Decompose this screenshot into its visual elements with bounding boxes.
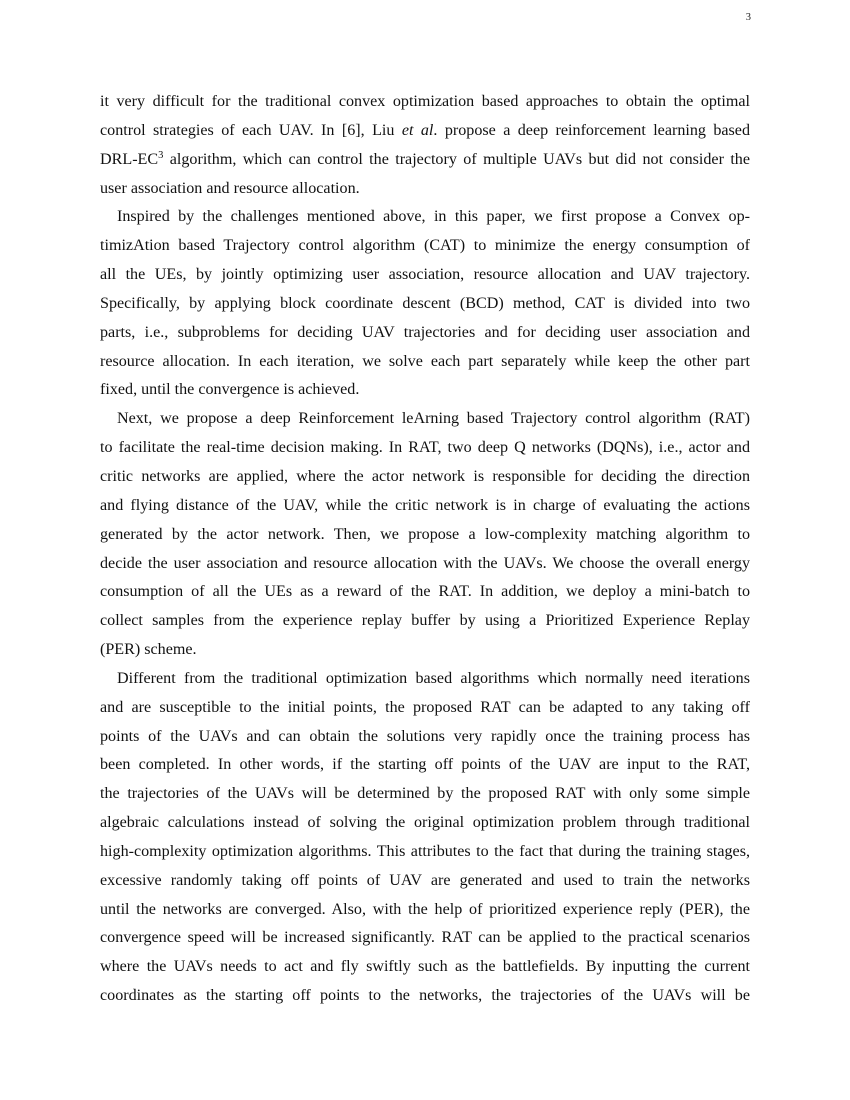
text-line: timizAtion based Trajectory control algorithm (CAT) to minimize the energy consumption of bbox=[100, 237, 750, 255]
text-line: Inspired by the challenges mentioned above, in this paper, we first propose a Convex op- bbox=[117, 208, 750, 226]
paragraph-cat bbox=[100, 203, 750, 405]
text-line: convergence speed will be increased significantly. RAT can be applied to the practical scenarios bbox=[100, 929, 750, 947]
text-line: Different from the traditional optimization based algorithms which normally need iterations bbox=[117, 669, 750, 687]
text-line: collect samples from the experience replay buffer by using a Prioritized Experience Replay bbox=[100, 612, 750, 630]
text-line: decide the user association and resource allocation with the UAVs. We choose the overall energy bbox=[100, 554, 750, 572]
text-line: control strategies of each UAV. In [6], Liu et al. propose a deep reinforcement learning based bbox=[100, 121, 750, 139]
text-line: coordinates as the starting off points to the networks, the trajectories of the UAVs will be bbox=[100, 987, 750, 1005]
text-line: algebraic calculations instead of solving the original optimization problem through traditional bbox=[100, 814, 750, 832]
text-line: high-complexity optimization algorithms. This attributes to the fact that during the training stages, bbox=[100, 842, 750, 860]
text-line: DRL-$EC^3$ algorithm, which can control the trajectory of multiple UAVs but did not consider the bbox=[100, 149, 750, 168]
text-line: Specifically, by applying block coordinate descent (BCD) method, CAT is divided into two bbox=[100, 294, 750, 312]
italic-et-al: et al bbox=[401, 121, 434, 139]
paragraph-different bbox=[100, 665, 750, 1011]
text-line: Next, we propose a deep Reinforcement leArning based Trajectory control algorithm (RAT) bbox=[117, 410, 750, 428]
paragraph-continuation bbox=[100, 88, 750, 203]
text-line: consumption of all the UEs as a reward of the RAT. In addition, we deploy a mini-batch to bbox=[100, 583, 750, 601]
text-line: where the UAVs needs to act and fly swiftly such as the battlefields. By inputting the current bbox=[100, 958, 750, 976]
superscript: 3 bbox=[158, 149, 164, 161]
text-line: fixed, until the convergence is achieved. bbox=[100, 381, 360, 399]
text-line: and flying distance of the UAV, while the critic network is in charge of evaluating the actions bbox=[100, 496, 750, 514]
text-line: been completed. In other words, if the starting off points of the UAV are input to the RAT, bbox=[100, 756, 750, 774]
text-line: to facilitate the real-time decision making. In RAT, two deep Q networks (DQNs), i.e., actor and bbox=[100, 439, 750, 457]
text-line: critic networks are applied, where the actor network is responsible for deciding the direction bbox=[100, 467, 750, 485]
text-line: (PER) scheme. bbox=[100, 641, 197, 659]
paragraph-rat bbox=[100, 405, 750, 665]
text-line: until the networks are converged. Also, with the help of prioritized experience reply (PER), the bbox=[100, 900, 750, 918]
text-line: resource allocation. In each iteration, we solve each part separately while keep the other part bbox=[100, 352, 750, 370]
text-line: excessive randomly taking off points of UAV are generated and used to train the networks bbox=[100, 871, 750, 889]
text-line: the trajectories of the UAVs will be determined by the proposed RAT with only some simple bbox=[100, 785, 750, 803]
text-line: it very difficult for the traditional convex optimization based approaches to obtain the optimal bbox=[100, 93, 750, 110]
text-line: and are susceptible to the initial points, the proposed RAT can be adapted to any taking off bbox=[100, 698, 750, 716]
text-line: all the UEs, by jointly optimizing user association, resource allocation and UAV trajectory. bbox=[100, 266, 750, 284]
text-line: user association and resource allocation. bbox=[100, 179, 360, 197]
text-line: generated by the actor network. Then, we propose a low-complexity matching algorithm to bbox=[100, 525, 750, 543]
body-text bbox=[100, 88, 750, 1011]
text-line: points of the UAVs and can obtain the solutions very rapidly once the training process has bbox=[100, 727, 750, 745]
page-number: 3 bbox=[745, 12, 751, 23]
text-line: parts, i.e., subproblems for deciding UAV trajectories and for deciding user association and bbox=[100, 323, 750, 341]
